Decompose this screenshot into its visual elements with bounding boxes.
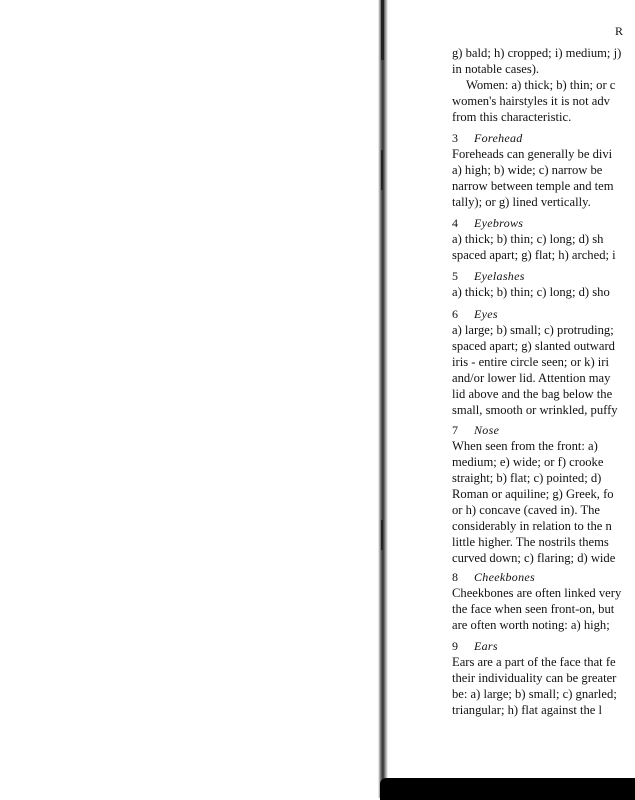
section-title: Nose — [474, 423, 500, 437]
section-heading-eyelashes — [452, 268, 525, 284]
text-line: Ears are a part of the face that fe — [452, 655, 616, 669]
text-line: straight; b) flat; c) pointed; d) — [452, 471, 602, 485]
section-heading-ears — [452, 638, 498, 654]
section-title: Eyebrows — [474, 216, 524, 230]
text-line: When seen from the front: a) — [452, 439, 598, 453]
section-number: 5 — [452, 269, 458, 283]
spine-mark — [381, 0, 384, 60]
section-number: 3 — [452, 131, 458, 145]
spine-mark — [381, 150, 383, 190]
text-line: considerably in relation to the n — [452, 519, 612, 533]
text-line: Roman or aquiline; g) Greek, fo — [452, 487, 614, 501]
running-head: R — [615, 24, 625, 38]
section-title: Cheekbones — [474, 570, 535, 584]
section-number: 7 — [452, 423, 458, 437]
text-line: a) high; b) wide; c) narrow be — [452, 163, 603, 177]
text-line: g) bald; h) cropped; i) medium; j) — [452, 46, 622, 60]
section-title: Eyes — [474, 307, 498, 321]
section-heading-eyes — [452, 306, 498, 322]
section-number: 6 — [452, 307, 458, 321]
text-line: from this characteristic. — [452, 110, 572, 124]
section-title: Eyelashes — [474, 269, 525, 283]
section-heading-forehead — [452, 130, 523, 146]
text-line: little higher. The nostrils thems — [452, 535, 609, 549]
section-heading-cheekbones — [452, 569, 535, 585]
section-number: 4 — [452, 216, 458, 230]
text-line: tally); or g) lined vertically. — [452, 195, 591, 209]
text-line: be: a) large; b) small; c) gnarled; — [452, 687, 617, 701]
text-line: women's hairstyles it is not adv — [452, 94, 610, 108]
scan-bottom-shadow — [380, 778, 635, 800]
text-line: Women: a) thick; b) thin; or c — [466, 78, 616, 92]
text-line: and/or lower lid. Attention may — [452, 371, 611, 385]
text-line: iris - entire circle seen; or k) iri — [452, 355, 610, 369]
text-line: a) thick; b) thin; c) long; d) sho — [452, 285, 610, 299]
text-line: Cheekbones are often linked very — [452, 586, 622, 600]
text-line: curved down; c) flaring; d) wide — [452, 551, 616, 565]
text-line: medium; e) wide; or f) crooke — [452, 455, 604, 469]
text-line: the face when seen front-on, but — [452, 602, 615, 616]
text-line: lid above and the bag below the — [452, 387, 613, 401]
text-line: a) thick; b) thin; c) long; d) sh — [452, 232, 604, 246]
text-line: in notable cases). — [452, 62, 540, 76]
spine-mark — [381, 520, 383, 550]
section-heading-eyebrows — [452, 215, 523, 231]
text-line: small, smooth or wrinkled, puffy — [452, 403, 618, 417]
section-title: Forehead — [474, 131, 523, 145]
text-line: Foreheads can generally be divi — [452, 147, 613, 161]
text-line: spaced apart; g) flat; h) arched; i — [452, 248, 616, 262]
text-line: narrow between temple and tem — [452, 179, 614, 193]
text-line: or h) concave (caved in). The — [452, 503, 601, 517]
text-line: a) large; b) small; c) protruding; — [452, 323, 614, 337]
section-number: 9 — [452, 639, 458, 653]
book-page — [452, 0, 635, 778]
text-line: triangular; h) flat against the l — [452, 703, 603, 717]
text-line: spaced apart; g) slanted outward — [452, 339, 615, 353]
section-title: Ears — [474, 639, 498, 653]
text-line: their individuality can be greater — [452, 671, 617, 685]
book-spine-shadow — [378, 0, 392, 798]
section-number: 8 — [452, 570, 458, 584]
section-heading-nose — [452, 422, 499, 438]
text-line: are often worth noting: a) high; — [452, 618, 610, 632]
